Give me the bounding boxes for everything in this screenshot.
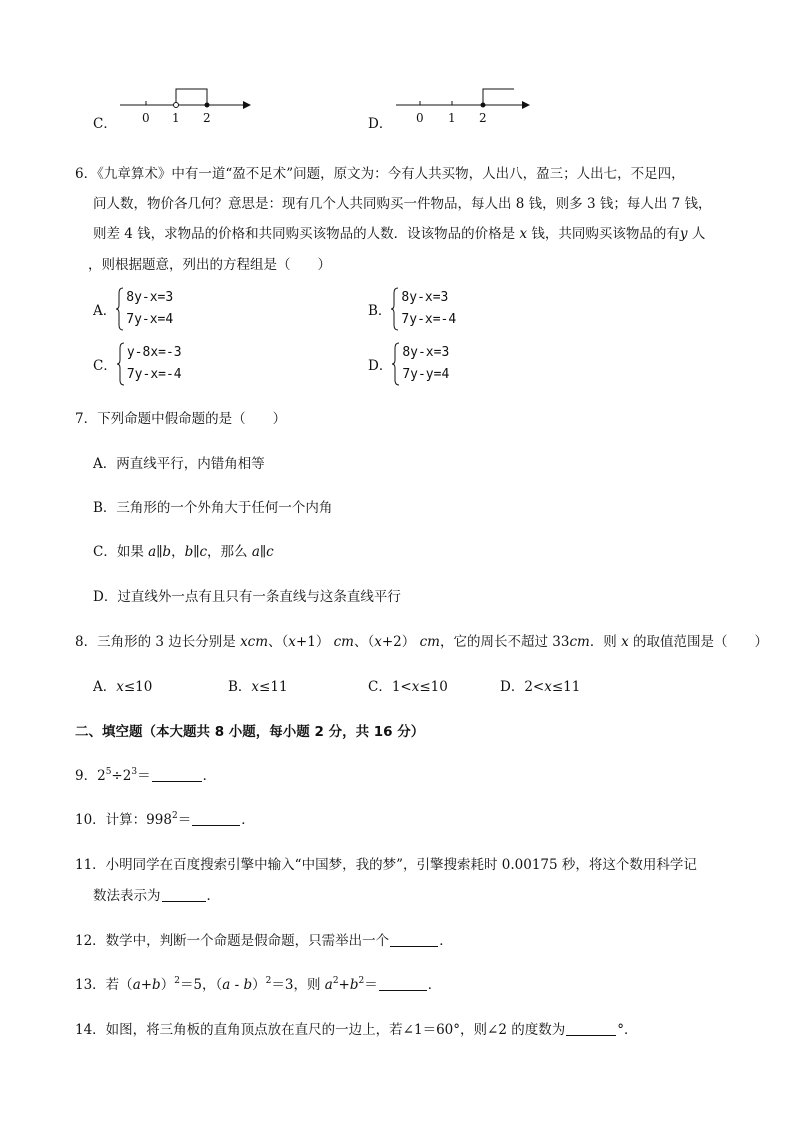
tick-0: 0 [142,111,150,125]
q6-line-1: 6．《九章算术》中有一道“盈不足术”问题，原文为：今有人共买物，人出八，盈三；人出七，不足四， [75,166,685,182]
q6-option-d: D． 8y-x=3 7y-y=4 [368,342,449,386]
q5-option-c-label: C． [93,116,117,132]
q5-option-d-number-line [394,84,534,128]
q8-option-b: B．x≤11 [228,679,288,695]
q11-line-2: 数法表示为 ． [93,888,220,904]
q11-line-1: 11．小明同学在百度搜索引擎中输入“中国梦，我的梦”，引擎搜索耗时 0.00175 秒，将这个数用科学记 [75,857,697,873]
q11-answer-blank[interactable] [162,889,206,902]
q7-option-d: D．过直线外一点有且只有一条直线与这条直线平行 [93,589,401,605]
q7-option-c: C．如果 a∥b，b∥c，那么 a∥c [93,544,274,560]
q9: 9．$2^5\div 2^3=$ ． [75,767,217,784]
q8-option-c: C．1<x≤10 [368,679,448,695]
q5-option-c-number-line [118,84,253,128]
q6-line-3: 则差 4 钱，求物品的价格和共同购买该物品的人数．设该物品的价格是 x 钱，共同购买该物品的有y 人 [93,226,706,242]
q6-option-b: B． 8y-x=3 7y-x=-4 [368,287,456,331]
tick-1: 1 [172,111,180,125]
q6-line-4: ，则根据题意，列出的方程组是（ ） [88,257,331,273]
q13: 13．若$(a+b)^2=5$，（a - b）$^2$＝3，则 $a^2+b^2=$ ． [75,976,442,993]
q5-option-d-label: D． [368,116,393,132]
q7-option-a: A．两直线平行，内错角相等 [93,456,265,472]
tick-2: 2 [479,111,487,125]
q8-option-a: A．x≤10 [93,679,153,695]
q7-stem: 7．下列命题中假命题的是（ ） [75,411,287,427]
q14-answer-blank[interactable] [566,1023,616,1036]
q10-answer-blank[interactable] [192,813,240,826]
q6-option-a: A． 8y-x=3 7y-x=4 [93,287,173,331]
q10: 10．计算：$998^2=$ ． [75,811,255,828]
q6-option-c: C． y-8x=-3 7y-x=-4 [93,342,182,386]
q13-answer-blank[interactable] [379,978,427,991]
q12-answer-blank[interactable] [390,934,438,947]
q7-option-b: B．三角形的一个外角大于任何一个内角 [93,500,333,516]
q14: 14．如图，将三角板的直角顶点放在直尺的一边上，若∠1＝60°，则∠2 的度数为 °． [75,1022,638,1038]
q8-option-d: D．2<x≤11 [500,679,581,695]
tick-0: 0 [416,111,424,125]
q12: 12．数学中，判断一个命题是假命题，只需举出一个 ． [75,933,453,949]
tick-2: 2 [203,111,211,125]
q6-line-2: 问人数，物价各几何？意思是：现有几个人共同购买一件物品，每人出 8 钱，则多 3 钱；每人出 7 钱， [93,196,712,212]
tick-1: 1 [448,111,456,125]
section-2-title: 二、填空题（本大题共 8 小题，每小题 2 分，共 16 分） [75,724,425,740]
q8-stem: 8．三角形的 3 边长分别是 xcm、（x+1） cm、（x+2） cm，它的周长不超过 33cm．则 x 的取值范围是（ ） [75,634,769,650]
q9-answer-blank[interactable] [152,769,202,782]
